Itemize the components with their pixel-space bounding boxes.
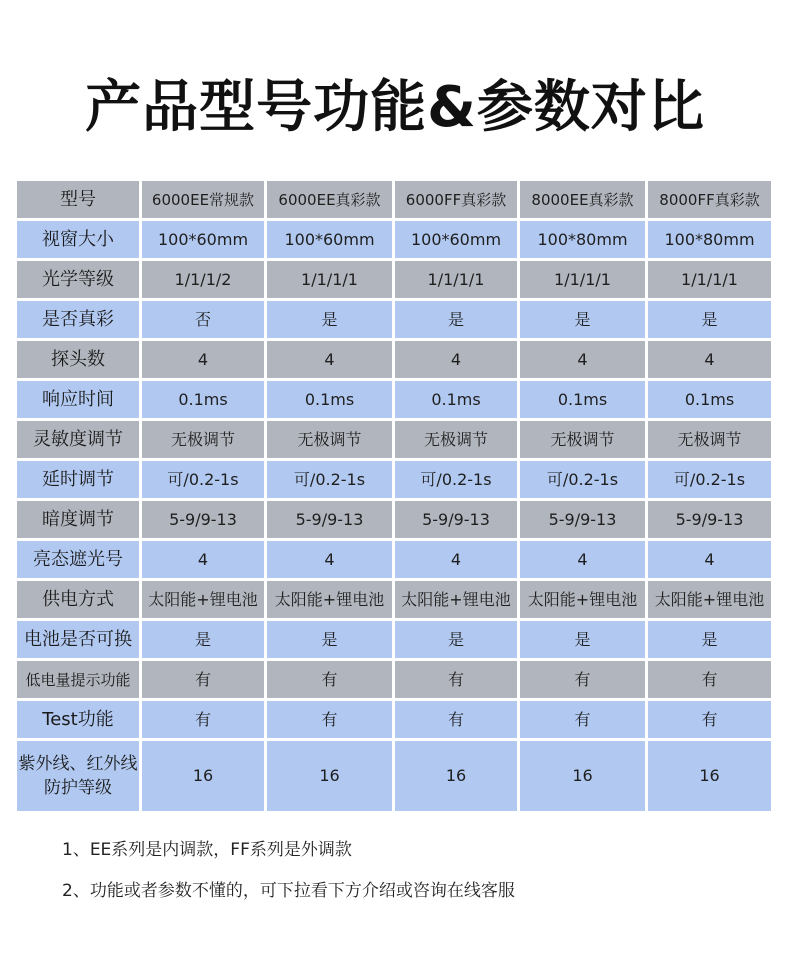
table-cell: 有 xyxy=(648,701,771,738)
table-row xyxy=(17,221,771,258)
notes xyxy=(62,836,515,918)
model-name: 8000EE真彩款 xyxy=(520,181,645,218)
table-row xyxy=(17,421,771,458)
table-cell: 有 xyxy=(267,661,392,698)
row-label: 低电量提示功能 xyxy=(17,661,139,698)
table-cell: 是 xyxy=(395,301,517,338)
table-cell: 0.1ms xyxy=(520,381,645,418)
table-cell: 4 xyxy=(520,341,645,378)
row-label: 是否真彩 xyxy=(17,301,139,338)
table-cell: 是 xyxy=(648,621,771,658)
page-title: 产品型号功能&参数对比 xyxy=(85,75,705,140)
table-cell: 4 xyxy=(395,541,517,578)
table-cell: 5-9/9-13 xyxy=(395,501,517,538)
row-label: 亮态遮光号 xyxy=(17,541,139,578)
row-label: 暗度调节 xyxy=(17,501,139,538)
table-cell: 有 xyxy=(520,661,645,698)
table-row xyxy=(17,701,771,738)
model-name: 8000FF真彩款 xyxy=(648,181,771,218)
table-cell: 有 xyxy=(395,661,517,698)
model-name: 6000EE真彩款 xyxy=(267,181,392,218)
table-cell: 100*60mm xyxy=(395,221,517,258)
table-cell: 无极调节 xyxy=(267,421,392,458)
table-cell: 无极调节 xyxy=(520,421,645,458)
table-cell: 1/1/1/1 xyxy=(267,261,392,298)
table-cell: 有 xyxy=(648,661,771,698)
table-cell: 4 xyxy=(395,341,517,378)
table-cell: 有 xyxy=(142,661,264,698)
table-cell: 是 xyxy=(648,301,771,338)
table-cell: 0.1ms xyxy=(142,381,264,418)
table-cell: 1/1/1/1 xyxy=(395,261,517,298)
table-cell: 100*60mm xyxy=(267,221,392,258)
table-cell: 是 xyxy=(142,621,264,658)
table-cell: 可/0.2-1s xyxy=(648,461,771,498)
table-cell: 太阳能+锂电池 xyxy=(520,581,645,618)
table-cell: 有 xyxy=(395,701,517,738)
table-cell: 0.1ms xyxy=(648,381,771,418)
table-cell: 5-9/9-13 xyxy=(142,501,264,538)
table-cell: 0.1ms xyxy=(267,381,392,418)
table-cell: 有 xyxy=(267,701,392,738)
table-cell: 1/1/1/1 xyxy=(648,261,771,298)
table-row xyxy=(17,501,771,538)
table-cell: 100*80mm xyxy=(520,221,645,258)
table-cell: 是 xyxy=(267,621,392,658)
row-label: 紫外线、红外线防护等级 xyxy=(17,741,139,811)
table-cell: 4 xyxy=(648,341,771,378)
table-cell: 是 xyxy=(520,301,645,338)
row-label: 供电方式 xyxy=(17,581,139,618)
table-cell: 太阳能+锂电池 xyxy=(267,581,392,618)
note-item: 2、功能或者参数不懂的，可下拉看下方介绍或咨询在线客服 xyxy=(62,881,515,901)
table-cell: 有 xyxy=(520,701,645,738)
table-row xyxy=(17,341,771,378)
table-cell: 1/1/1/2 xyxy=(142,261,264,298)
row-label: 光学等级 xyxy=(17,261,139,298)
table-cell: 可/0.2-1s xyxy=(520,461,645,498)
table-cell: 否 xyxy=(142,301,264,338)
table-row xyxy=(17,381,771,418)
table-header-row xyxy=(17,181,771,218)
table-cell: 5-9/9-13 xyxy=(648,501,771,538)
table-cell: 100*60mm xyxy=(142,221,264,258)
row-label: Test功能 xyxy=(17,701,139,738)
table-cell: 太阳能+锂电池 xyxy=(142,581,264,618)
row-label: 灵敏度调节 xyxy=(17,421,139,458)
table-cell: 5-9/9-13 xyxy=(520,501,645,538)
table-cell: 16 xyxy=(520,741,645,811)
table-cell: 4 xyxy=(267,341,392,378)
table-cell: 16 xyxy=(142,741,264,811)
table-cell: 可/0.2-1s xyxy=(142,461,264,498)
table-cell: 16 xyxy=(395,741,517,811)
header-label: 型号 xyxy=(17,181,139,218)
note-item: 1、EE系列是内调款，FF系列是外调款 xyxy=(62,840,352,860)
row-label: 视窗大小 xyxy=(17,221,139,258)
table-cell: 可/0.2-1s xyxy=(395,461,517,498)
table-cell: 是 xyxy=(395,621,517,658)
table-row xyxy=(17,581,771,618)
table-cell: 可/0.2-1s xyxy=(267,461,392,498)
table-cell: 5-9/9-13 xyxy=(267,501,392,538)
table-cell: 16 xyxy=(648,741,771,811)
table-row xyxy=(17,261,771,298)
table-cell: 4 xyxy=(267,541,392,578)
table-cell: 是 xyxy=(267,301,392,338)
table-cell: 0.1ms xyxy=(395,381,517,418)
table-cell: 4 xyxy=(648,541,771,578)
table-cell: 是 xyxy=(520,621,645,658)
table-cell: 有 xyxy=(142,701,264,738)
table-cell: 4 xyxy=(520,541,645,578)
table-row xyxy=(17,621,771,658)
table-cell: 100*80mm xyxy=(648,221,771,258)
table-cell: 16 xyxy=(267,741,392,811)
table-cell: 1/1/1/1 xyxy=(520,261,645,298)
table-cell: 太阳能+锂电池 xyxy=(395,581,517,618)
table-row xyxy=(17,461,771,498)
row-label: 探头数 xyxy=(17,341,139,378)
table-cell: 太阳能+锂电池 xyxy=(648,581,771,618)
table-row xyxy=(17,541,771,578)
row-label: 响应时间 xyxy=(17,381,139,418)
table-cell: 4 xyxy=(142,541,264,578)
model-name: 6000FF真彩款 xyxy=(395,181,517,218)
table-cell: 4 xyxy=(142,341,264,378)
table-row xyxy=(17,741,771,811)
table-cell: 无极调节 xyxy=(648,421,771,458)
table-row xyxy=(17,301,771,338)
table-row xyxy=(17,661,771,698)
row-label: 延时调节 xyxy=(17,461,139,498)
row-label: 电池是否可换 xyxy=(17,621,139,658)
model-name: 6000EE常规款 xyxy=(142,181,264,218)
table-cell: 无极调节 xyxy=(395,421,517,458)
comparison-table xyxy=(14,178,774,814)
table-cell: 无极调节 xyxy=(142,421,264,458)
